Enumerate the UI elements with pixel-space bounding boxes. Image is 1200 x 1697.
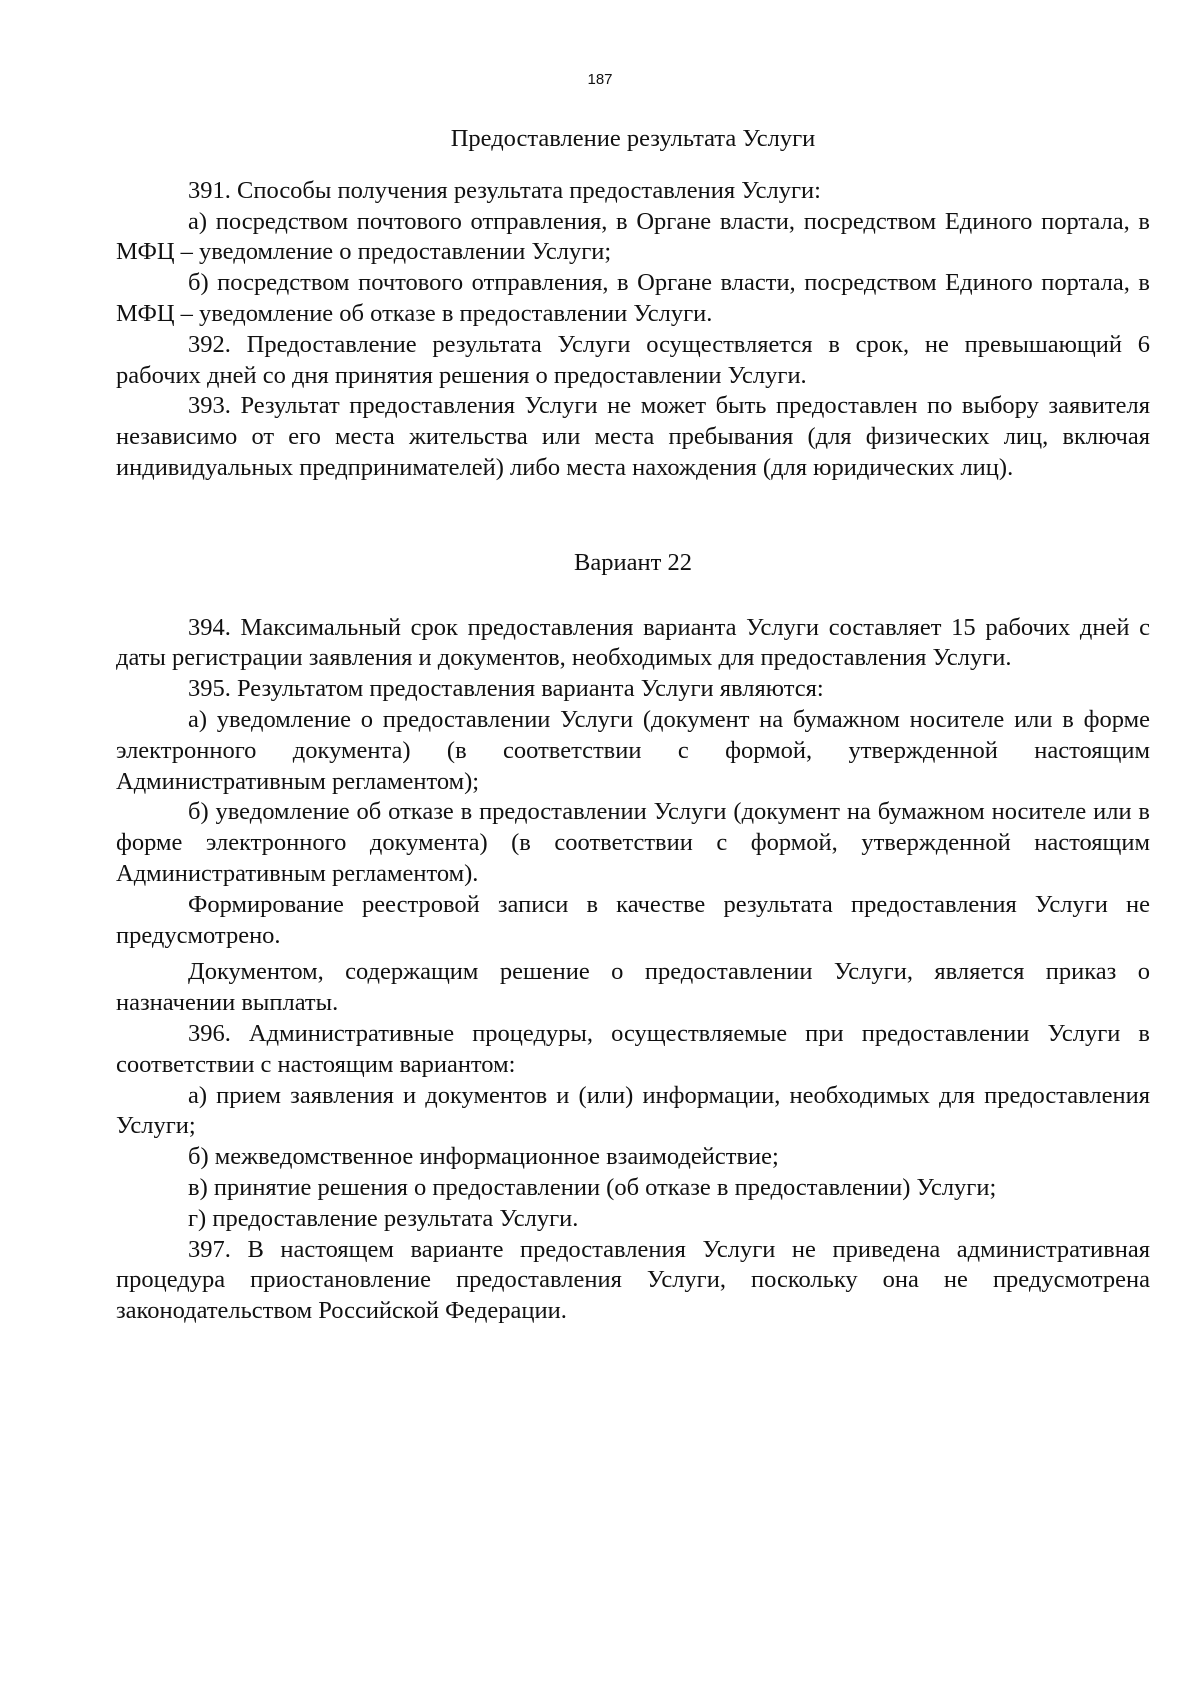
paragraph-396: 396. Административные процедуры, осуществляемые при предоставлении Услуги в соответствии с настоящим вариантом:	[116, 1019, 1150, 1078]
paragraph-397: 397. В настоящем варианте предоставления Услуги не приведена административная процедура приостановление предоставления Услуги, поскольку она не предусмотрена законодательством Российской Федерации.	[116, 1235, 1150, 1325]
paragraph-391-b: б) посредством почтового отправления, в Органе власти, посредством Единого портала, в МФЦ – уведомление об отказе в предоставлении Услуги.	[116, 269, 1150, 327]
paragraph-395: 395. Результатом предоставления варианта Услуги являются:	[188, 675, 824, 703]
paragraph-396-v: в) принятие решения о предоставлении (об отказе в предоставлении) Услуги;	[188, 1173, 997, 1201]
paragraph-396-g: г) предоставление результата Услуги.	[188, 1204, 579, 1232]
paragraph-394: 394. Максимальный срок предоставления варианта Услуги составляет 15 рабочих дней с даты регистрации заявления и документов, необходимых для предоставления Услуги.	[116, 613, 1150, 672]
paragraph-395-b: б) уведомление об отказе в предоставлении Услуги (документ на бумажном носителе или в форме электронного документа) (в соответствии с формой, утвержденной настоящим Административным регламентом).	[116, 798, 1150, 887]
paragraph-391-a: а) посредством почтового отправления, в Органе власти, посредством Единого портала, в МФЦ – уведомление о предоставлении Услуги;	[116, 207, 1150, 266]
paragraph-391: 391. Способы получения результата предоставления Услуги:	[188, 176, 821, 204]
document-body	[116, 124, 1150, 1327]
paragraph-decision-document: Документом, содержащим решение о предоставлении Услуги, является приказ о назначении выплаты.	[116, 958, 1150, 1017]
section-heading-result: Предоставление результата Услуги	[450, 125, 816, 152]
page-number: 187	[587, 71, 613, 88]
paragraph-registry-note: Формирование реестровой записи в качестве результата предоставления Услуги не предусмотрено.	[116, 890, 1150, 949]
paragraph-396-b: б) межведомственное информационное взаимодействие;	[188, 1143, 779, 1171]
section-heading-variant: Вариант 22	[574, 548, 692, 576]
paragraph-392: 392. Предоставление результата Услуги осуществляется в срок, не превышающий 6 рабочих дней со дня принятия решения о предоставлении Услуги.	[116, 330, 1150, 389]
paragraph-395-a: а) уведомление о предоставлении Услуги (документ на бумажном носителе или в форме электронного документа) (в соответствии с формой, утвержденной настоящим Административным регламентом);	[116, 705, 1150, 795]
paragraph-396-a: а) прием заявления и документов и (или) информации, необходимых для предоставления Услуги;	[116, 1081, 1150, 1140]
paragraph-393: 393. Результат предоставления Услуги не может быть предоставлен по выбору заявителя независимо от его места жительства или места пребывания (для физических лиц, включая индивидуальных предпринимателей) либо места нахождения (для юридических лиц).	[116, 392, 1150, 481]
